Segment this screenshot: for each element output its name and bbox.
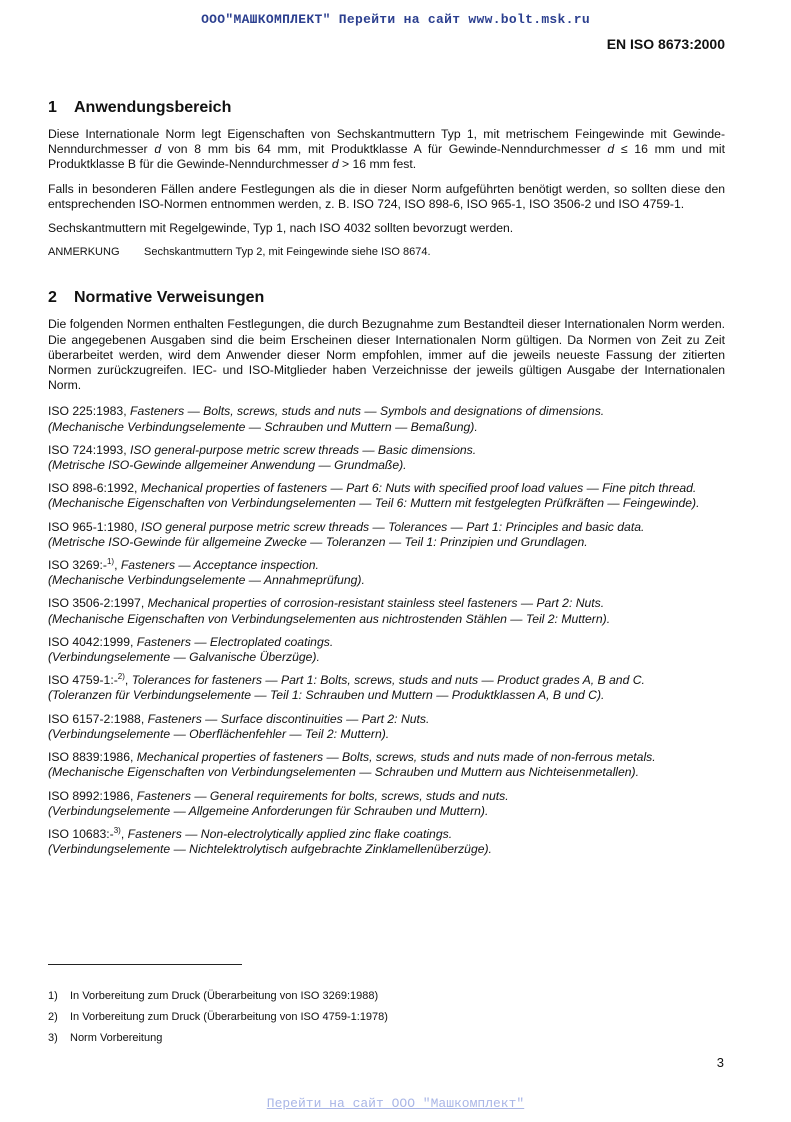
reference-item xyxy=(48,443,725,473)
ref-title: Fasteners — Acceptance inspection. xyxy=(120,558,319,573)
symbol-d: d xyxy=(154,142,162,157)
footnote-number: 1) xyxy=(48,990,58,1002)
ref-german-title: (Verbindungselemente — Allgemeine Anforderungen für Schrauben und Muttern). xyxy=(48,803,489,818)
references-intro: Die folgenden Normen enthalten Festlegungen, die durch Bezugnahme zum Bestandteil dieser Internationalen Norm werden. Die angegebenen Ausgaben sind die beim Erscheinen dieser Internationalen Norm gültigen. Da Normen von Zeit zu Zeit überarbeitet werden, wird dem Anwender dieser Norm empfohlen, immer auf die jeweils neueste Fassung der zitierten Normen zurückzugreifen. IEC- und ISO-Mitglieder haben Verzeichnisse der jeweils gültigen Ausgabe der Internationalen Norm. xyxy=(48,317,725,393)
section-heading-scope xyxy=(48,98,725,118)
symbol-d: d xyxy=(331,157,339,172)
section-number: 1 xyxy=(48,99,57,116)
reference-item xyxy=(48,520,725,550)
ref-sep: , xyxy=(114,558,121,573)
ref-title: Mechanical properties of fasteners — Bolts, screws, studs and nuts made of non-ferrous metals. xyxy=(136,750,656,765)
note xyxy=(48,245,725,260)
ref-german-title: (Verbindungselemente — Galvanische Überzüge). xyxy=(48,650,320,665)
document-number: EN ISO 8673:2000 xyxy=(606,36,725,52)
reference-item xyxy=(48,558,725,588)
reference-item xyxy=(48,481,725,511)
note-text: Sechskantmuttern Typ 2, mit Feingewinde siehe ISO 8674. xyxy=(144,246,431,259)
scope-paragraph-2: Falls in besonderen Fällen andere Festlegungen als die in dieser Norm aufgeführten benötigt werden, so sollten diese den entsprechenden ISO-Normen entnommen werden, z. B. ISO 724, ISO 898-6, ISO 965-1, ISO 3506-2 und ISO 4759-1. xyxy=(48,181,725,211)
ref-german-title: (Verbindungselemente — Nichtelektrolytisch aufgebrachte Zinklamellenüberzüge). xyxy=(48,842,492,857)
footnote xyxy=(48,989,648,1003)
ref-footnote-mark: 1) xyxy=(106,557,115,566)
ref-sep: , xyxy=(120,826,128,841)
ref-german-title: (Mechanische Verbindungselemente — Schrauben und Muttern — Bemaßung). xyxy=(48,419,478,434)
ref-title: Fasteners — Surface discontinuities — Part 2: Nuts. xyxy=(147,711,430,726)
footnote-number: 2) xyxy=(48,1011,58,1023)
reference-item xyxy=(48,789,725,819)
ref-title: ISO general-purpose metric screw threads — Basic dimensions. xyxy=(130,442,477,457)
site-banner-link[interactable]: ООО"МАШКОМПЛЕКТ" Перейти на сайт www.bolt.msk.ru xyxy=(201,12,590,27)
scope-paragraph-3: Sechskantmuttern mit Regelgewinde, Typ 1, nach ISO 4032 sollten bevorzugt werden. xyxy=(48,221,514,236)
ref-code: ISO 3506-2:1997, xyxy=(48,596,148,611)
footnote xyxy=(48,1010,648,1024)
symbol-d: d xyxy=(607,142,615,157)
footnote xyxy=(48,1031,648,1045)
footnote-divider xyxy=(48,964,242,965)
section-title: Normative Verweisungen xyxy=(74,289,265,307)
ref-title: Fasteners — Bolts, screws, studs and nuts — Symbols and designations of dimensions. xyxy=(130,404,605,419)
ref-title: Mechanical properties of fasteners — Part 6: Nuts with specified proof load values — Fine pitch thread. xyxy=(140,481,697,496)
ref-code: ISO 3269:- xyxy=(48,558,107,573)
ref-german-title: (Verbindungselemente — Oberflächenfehler — Teil 2: Muttern). xyxy=(48,726,390,741)
ref-code: ISO 965-1:1980, xyxy=(48,519,141,534)
bottom-site-link[interactable]: Перейти на сайт ООО "Машкомплект" xyxy=(266,1096,525,1111)
ref-code: ISO 6157-2:1988, xyxy=(48,711,148,726)
ref-code: ISO 898-6:1992, xyxy=(48,481,141,496)
ref-code: ISO 225:1983, xyxy=(48,404,130,419)
ref-german-title: (Toleranzen für Verbindungselemente — Teil 1: Schrauben und Muttern — Produktklassen A, B und C). xyxy=(48,688,605,703)
ref-code: ISO 10683:- xyxy=(48,826,114,841)
ref-german-title: (Mechanische Verbindungselemente — Annahmeprüfung). xyxy=(48,573,365,588)
ref-title: Fasteners — Electroplated coatings. xyxy=(136,634,334,649)
reference-item xyxy=(48,673,725,703)
footnote-text: Norm Vorbereitung xyxy=(70,1032,163,1044)
footnote-text: In Vorbereitung zum Druck (Überarbeitung von ISO 3269:1988) xyxy=(70,990,379,1002)
footnote-text: In Vorbereitung zum Druck (Überarbeitung von ISO 4759-1:1978) xyxy=(70,1011,388,1023)
ref-code: ISO 724:1993, xyxy=(48,442,130,457)
text-run: Diese Internationale Norm legt Eigenschaften von Sechskantmuttern Typ 1, mit metrischem Feingewinde mit Gewinde-Nenndurchmesser xyxy=(48,127,725,157)
section-number: 2 xyxy=(48,289,57,307)
ref-sep: , xyxy=(124,673,132,688)
ref-title: Tolerances for fasteners — Part 1: Bolts, screws, studs and nuts — Product grades A, B and C. xyxy=(131,673,645,688)
text-run: ≤ 16 mm und mit Produktklasse B für die Gewinde-Nenndurchmesser xyxy=(48,142,726,172)
note-label: ANMERKUNG xyxy=(48,246,120,259)
ref-code: ISO 8839:1986, xyxy=(48,750,137,765)
ref-german-title: (Mechanische Eigenschaften von Verbindungselementen — Schrauben und Muttern aus Nichteisenmetallen). xyxy=(48,765,639,780)
section-title: Anwendungsbereich xyxy=(74,99,232,116)
ref-footnote-mark: 2) xyxy=(117,672,125,682)
ref-german-title: (Mechanische Eigenschaften von Verbindungselementen aus nichtrostenden Stählen — Teil 2: Muttern). xyxy=(48,611,611,626)
footnote-number: 3) xyxy=(48,1032,58,1044)
ref-footnote-mark: 3) xyxy=(113,825,121,835)
page-number: 3 xyxy=(716,1055,724,1070)
ref-german-title: (Metrische ISO-Gewinde für allgemeine Zwecke — Toleranzen — Teil 1: Prinzipien und Grundlagen. xyxy=(48,534,588,549)
ref-title: Fasteners — Non-electrolytically applied zinc flake coatings. xyxy=(127,826,453,841)
reference-item xyxy=(48,712,725,742)
ref-title: Mechanical properties of corrosion-resistant stainless steel fasteners — Part 2: Nuts. xyxy=(147,596,605,611)
ref-code: ISO 4759-1:- xyxy=(48,673,118,688)
ref-german-title: (Mechanische Eigenschaften von Verbindungselementen — Teil 6: Muttern mit festgelegten Prüfkräften — Feingewinde). xyxy=(48,496,700,511)
ref-code: ISO 8992:1986, xyxy=(48,788,137,803)
text-run: von 8 mm bis 64 mm, mit Produktklasse A für Gewinde-Nenndurchmesser xyxy=(161,142,608,157)
ref-title: Fasteners — General requirements for bolts, screws, studs and nuts. xyxy=(136,788,509,803)
reference-item xyxy=(48,404,725,434)
reference-item xyxy=(48,635,725,665)
reference-list xyxy=(48,404,725,857)
reference-item xyxy=(48,827,725,857)
ref-code: ISO 4042:1999, xyxy=(48,634,137,649)
page-content xyxy=(48,98,725,865)
section-heading-normative-references xyxy=(48,288,725,308)
footnotes xyxy=(48,989,648,1052)
scope-paragraph-1 xyxy=(48,127,725,173)
ref-german-title: (Metrische ISO-Gewinde allgemeiner Anwendung — Grundmaße). xyxy=(48,458,407,473)
ref-title: ISO general purpose metric screw threads — Tolerances — Part 1: Principles and basic data. xyxy=(140,519,645,534)
reference-item xyxy=(48,750,725,780)
text-run: > 16 mm fest. xyxy=(338,157,417,172)
reference-item xyxy=(48,596,725,626)
